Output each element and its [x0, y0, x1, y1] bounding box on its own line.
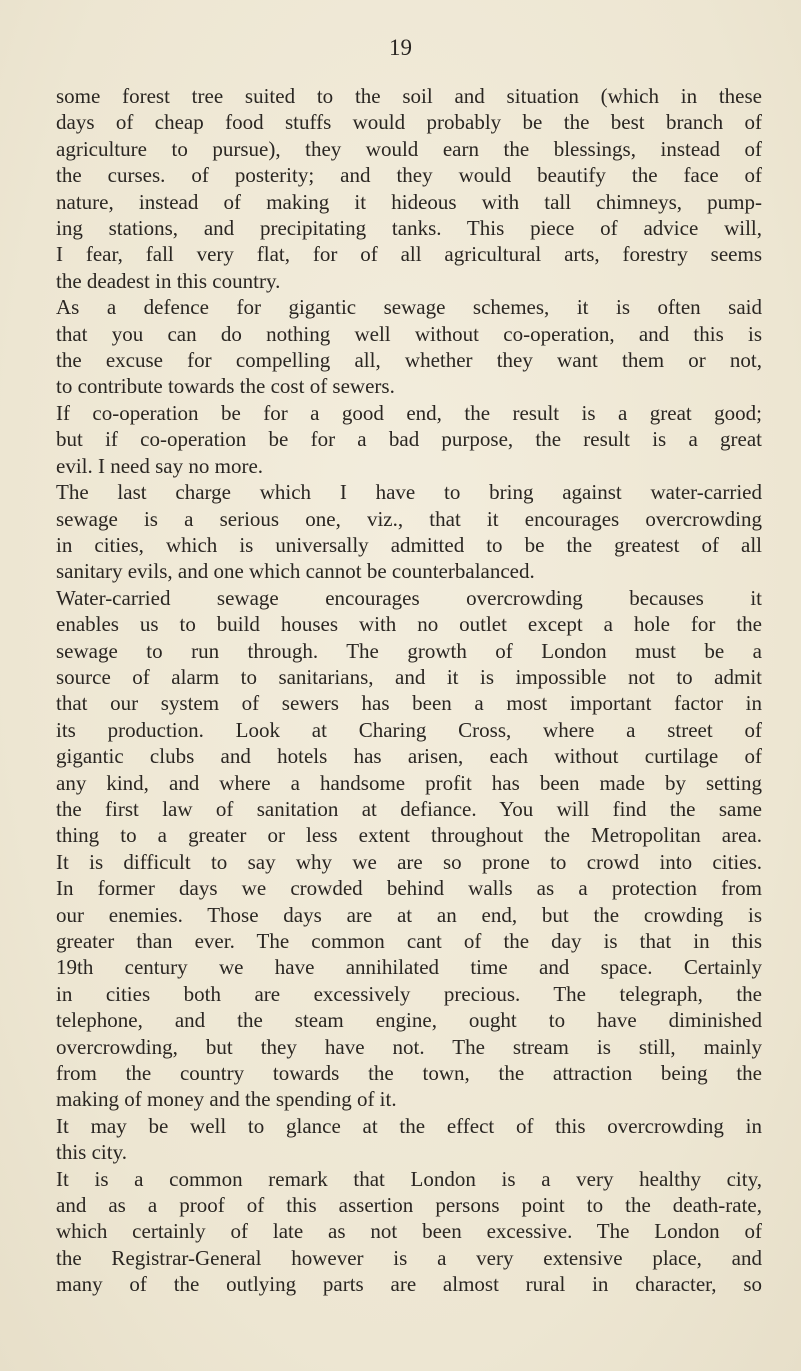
text-line: thing to a greater or less extent throughout the Metropolitan area.: [56, 823, 762, 848]
text-line: making of money and the spending of it.: [56, 1087, 397, 1112]
text-line: from the country towards the town, the attraction being the: [56, 1061, 762, 1086]
text-line: agriculture to pursue), they would earn the blessings, instead of: [56, 136, 762, 161]
text-line: It is difficult to say why we are so prone to crowd into cities.: [56, 849, 762, 874]
text-line: gigantic clubs and hotels has arisen, each without curtilage of: [56, 744, 762, 769]
text-line: which certainly of late as not been excessive. The London of: [56, 1219, 762, 1244]
text-line: sewage to run through. The growth of London must be a: [56, 638, 762, 663]
text-line: sanitary evils, and one which cannot be counterbalanced.: [56, 559, 535, 584]
text-line: greater than ever. The common cant of the day is that in this: [56, 929, 762, 953]
text-line: evil. I need say no more.: [56, 453, 264, 478]
text-line: in cities, which is universally admitted to be the greatest of all: [56, 532, 762, 557]
text-line: this city.: [56, 1140, 127, 1165]
text-line: It may be well to glance at the effect of this overcrowding in: [56, 1113, 762, 1138]
text-line: The last charge which I have to bring against water-carried: [56, 480, 762, 505]
text-line: the curses. of posterity; and they would beautify the face of: [56, 163, 762, 188]
text-line: the deadest in this country.: [56, 268, 281, 293]
text-line: sewage is a serious one, viz., that it encourages overcrowding: [56, 506, 762, 531]
text-line: source of alarm to sanitarians, and it is impossible not to admit: [56, 664, 762, 689]
text-line: to contribute towards the cost of sewers.: [56, 374, 395, 399]
text-line: As a defence for gigantic sewage schemes, it is often said: [56, 295, 762, 320]
text-line: in cities both are excessively precious. The telegraph, the: [56, 981, 762, 1006]
text-line: ing stations, and precipitating tanks. This piece of advice will,: [56, 216, 762, 241]
text-line: the first law of sanitation at defiance. You will find the same: [56, 796, 762, 821]
text-line: and as a proof of this assertion persons point to the death-rate,: [56, 1193, 762, 1218]
page-number: 19: [389, 35, 412, 60]
text-line: I fear, fall very flat, for of all agricultural arts, forestry seems: [56, 242, 762, 267]
text-line: many of the outlying parts are almost rural in character, so: [56, 1272, 762, 1297]
text-line: enables us to build houses with no outlet except a hole for the: [56, 612, 762, 637]
text-line: its production. Look at Charing Cross, where a street of: [56, 717, 762, 742]
body-text: [56, 83, 762, 1298]
text-line: In former days we crowded behind walls as a protection from: [56, 876, 762, 901]
text-line: overcrowding, but they have not. The stream is still, mainly: [56, 1034, 762, 1059]
text-line: our enemies. Those days are at an end, but the crowding is: [56, 902, 762, 927]
text-line: telephone, and the steam engine, ought to have diminished: [56, 1008, 762, 1033]
text-line: that you can do nothing well without co-operation, and this is: [56, 321, 762, 346]
text-line: the excuse for compelling all, whether they want them or not,: [56, 348, 762, 373]
text-line: any kind, and where a handsome profit has been made by setting: [56, 770, 762, 795]
text-line: It is a common remark that London is a very healthy city,: [56, 1166, 762, 1191]
text-line: If co-operation be for a good end, the result is a great good;: [56, 400, 762, 425]
text-line: 19th century we have annihilated time and space. Certainly: [56, 955, 762, 980]
text-line: that our system of sewers has been a most important factor in: [56, 691, 762, 716]
text-line: nature, instead of making it hideous with tall chimneys, pump-: [56, 189, 762, 214]
text-line: Water-carried sewage encourages overcrowding becauses it: [56, 585, 762, 610]
text-line: some forest tree suited to the soil and situation (which in these: [56, 84, 762, 108]
text-line: the Registrar-General however is a very extensive place, and: [56, 1245, 762, 1270]
text-line: but if co-operation be for a bad purpose, the result is a great: [56, 427, 762, 452]
text-line: days of cheap food stuffs would probably be the best branch of: [56, 110, 762, 135]
